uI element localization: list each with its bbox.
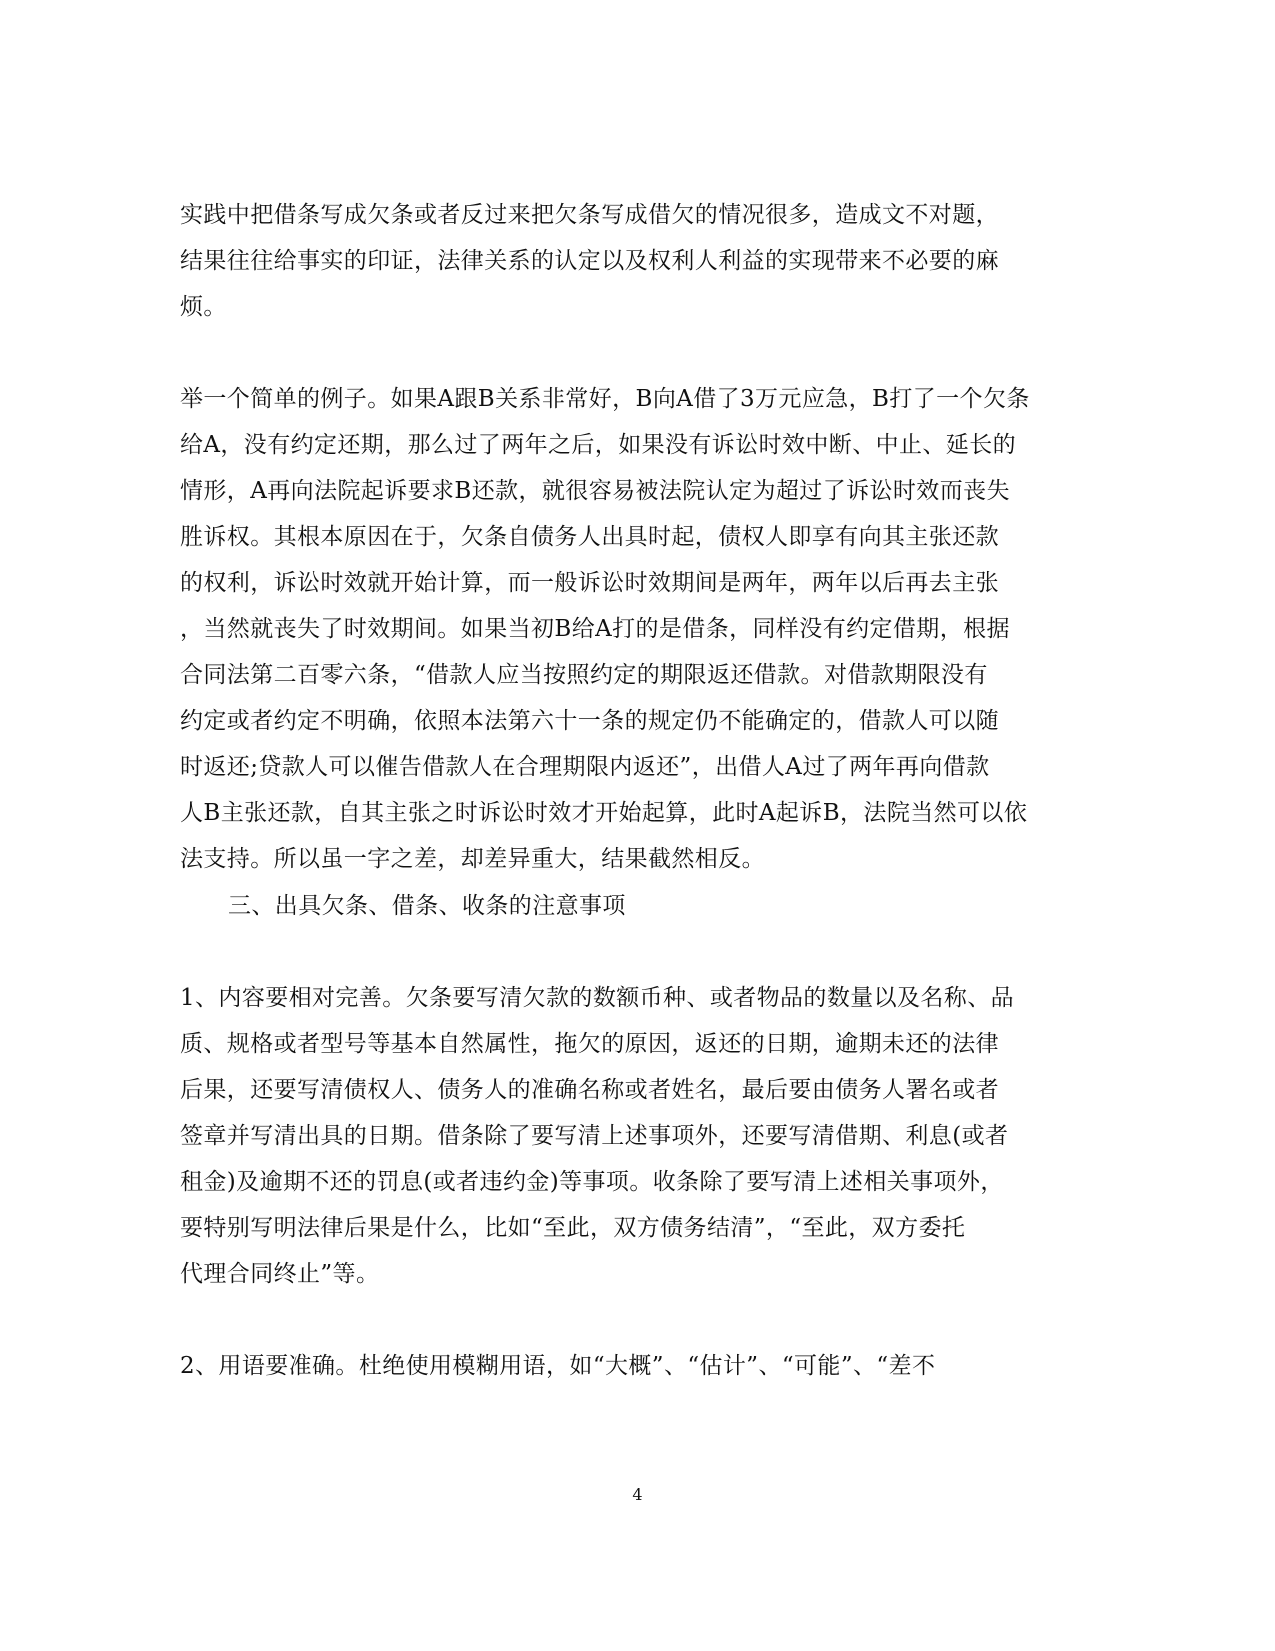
section-heading: 三、出具欠条、借条、收条的注意事项: [228, 893, 626, 919]
paragraph-2-line-1: 举一个简单的例子。如果A跟B关系非常好，B向A借了3万元应急，B打了一个欠条: [180, 386, 1030, 412]
paragraph-2-line-3: 情形，A再向法院起诉要求B还款，就很容易被法院认定为超过了诉讼时效而丧失: [180, 478, 1010, 504]
paragraph-2-line-9: 时返还;贷款人可以催告借款人在合理期限内返还”，出借人A过了两年再向借款: [180, 754, 990, 780]
paragraph-2-line-2: 给A，没有约定还期，那么过了两年之后，如果没有诉讼时效中断、中止、延长的: [180, 432, 1017, 458]
paragraph-2-line-6: ，当然就丧失了时效期间。如果当初B给A打的是借条，同样没有约定借期，根据: [180, 616, 1010, 642]
paragraph-2-line-10: 人B主张还款，自其主张之时诉讼时效才开始起算，此时A起诉B，法院当然可以依: [180, 800, 1028, 826]
paragraph-3-line-6: 要特别写明法律后果是什么，比如“至此，双方债务结清”，“至此，双方委托: [180, 1215, 966, 1241]
paragraph-2-line-8: 约定或者约定不明确，依照本法第六十一条的规定仍不能确定的，借款人可以随: [180, 708, 999, 734]
paragraph-1-line-1: 实践中把借条写成欠条或者反过来把欠条写成借欠的情况很多，造成文不对题，: [180, 202, 999, 228]
paragraph-4-line-1: 2、用语要准确。杜绝使用模糊用语，如“大概”、“估计”、“可能”、“差不: [180, 1353, 936, 1379]
page-number: 4: [632, 1485, 643, 1504]
paragraph-3-line-4: 签章并写清出具的日期。借条除了要写清上述事项外，还要写清借期、利息(或者: [180, 1123, 1009, 1149]
paragraph-3-line-1: 1、内容要相对完善。欠条要写清欠款的数额币种、或者物品的数量以及名称、品: [180, 985, 1015, 1011]
paragraph-2-line-11: 法支持。所以虽一字之差，却差异重大，结果截然相反。: [180, 846, 765, 872]
paragraph-3-line-7: 代理合同终止”等。: [180, 1261, 380, 1287]
paragraph-3-line-3: 后果，还要写清债权人、债务人的准确名称或者姓名，最后要由债务人署名或者: [180, 1077, 999, 1103]
paragraph-3-line-5: 租金)及逾期不还的罚息(或者违约金)等事项。收条除了要写清上述相关事项外，: [180, 1169, 1004, 1195]
paragraph-2-line-5: 的权利，诉讼时效就开始计算，而一般诉讼时效期间是两年，两年以后再去主张: [180, 570, 999, 596]
paragraph-3-line-2: 质、规格或者型号等基本自然属性，拖欠的原因，返还的日期，逾期未还的法律: [180, 1031, 999, 1057]
paragraph-1-line-3: 烦。: [180, 294, 227, 320]
paragraph-1-line-2: 结果往往给事实的印证，法律关系的认定以及权利人利益的实现带来不必要的麻: [180, 248, 999, 274]
paragraph-2-line-4: 胜诉权。其根本原因在于，欠条自债务人出具时起，债权人即享有向其主张还款: [180, 524, 999, 550]
paragraph-2-line-7: 合同法第二百零六条，“借款人应当按照约定的期限返还借款。对借款期限没有: [180, 662, 988, 688]
